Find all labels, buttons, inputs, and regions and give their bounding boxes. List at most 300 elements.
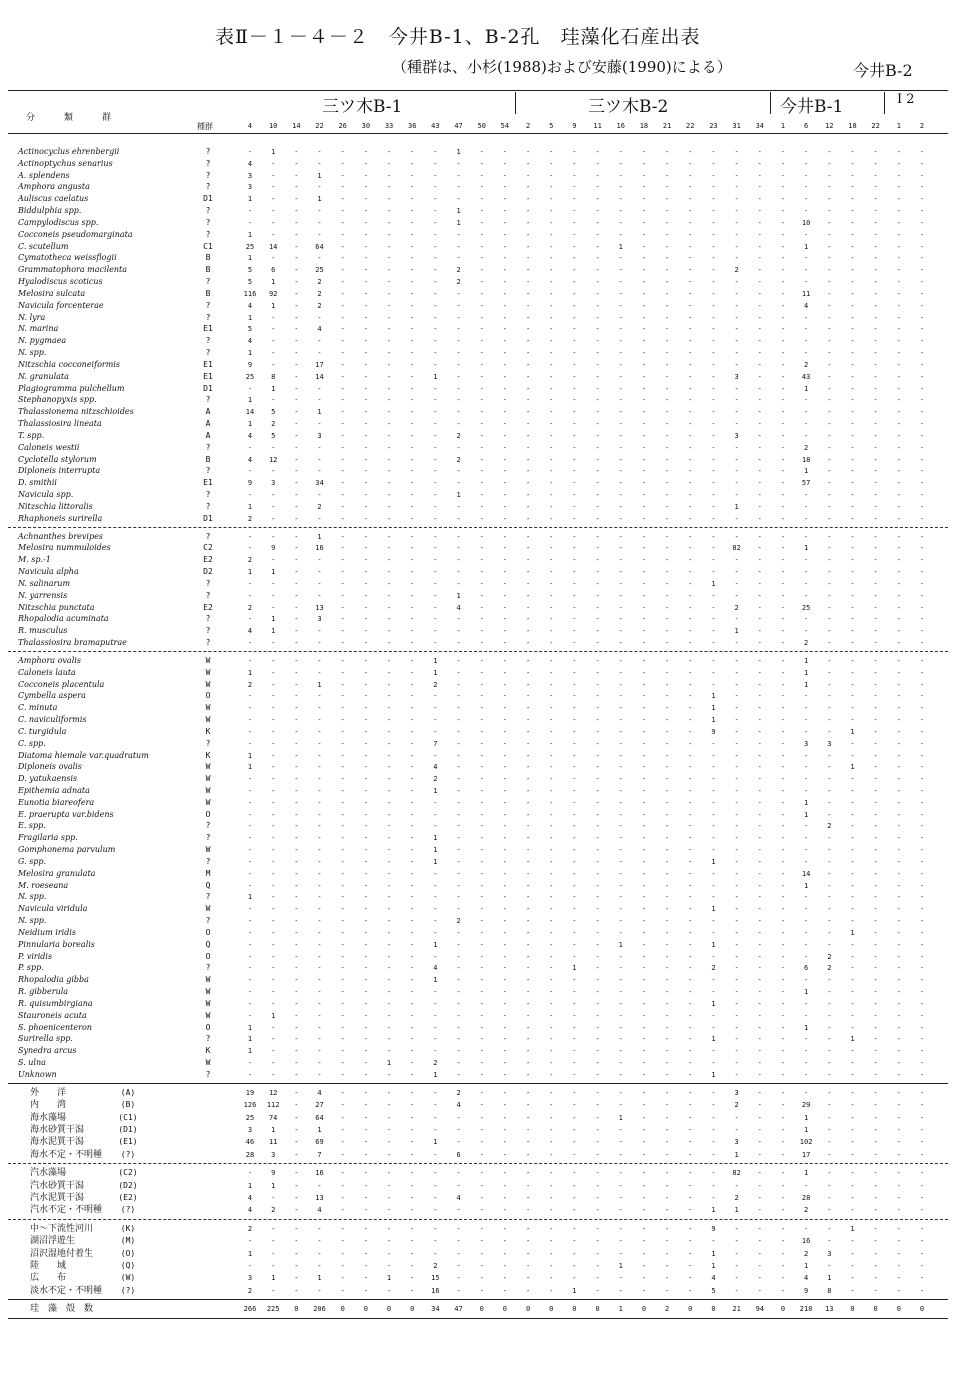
count-cell: - (664, 148, 670, 156)
count-cell: - (572, 514, 577, 523)
count-cell: - (595, 431, 600, 440)
count-cell: - (386, 964, 392, 973)
count-cell: - (572, 603, 577, 612)
count-cell: - (340, 639, 345, 648)
count-cell: - (294, 230, 299, 239)
count-cell: - (734, 1286, 739, 1295)
count-cell: - (572, 786, 577, 795)
count-cell: - (827, 988, 832, 997)
count-cell: - (572, 905, 577, 914)
species-group-code: E1 (203, 478, 213, 488)
count-cell: - (294, 325, 299, 334)
count-cell: - (734, 751, 739, 760)
count-cell: - (688, 763, 693, 772)
count-cell: - (850, 1023, 855, 1032)
count-cell: - (919, 360, 925, 369)
page-title: 表Ⅱ－１－４－２ 今井B-1、B-2孔 珪藻化石産出表 (215, 26, 701, 48)
count-cell: - (850, 1169, 855, 1178)
count-cell: - (410, 313, 415, 322)
count-cell: - (363, 1059, 368, 1068)
count-cell: - (433, 1125, 438, 1134)
count-cell: - (827, 999, 832, 1008)
count-cell: - (595, 532, 600, 541)
count-cell: - (433, 692, 438, 701)
count-cell: - (410, 680, 415, 689)
count-cell: - (363, 692, 368, 701)
count-cell: 1 (433, 372, 438, 381)
count-cell: - (850, 207, 855, 216)
count-cell: - (688, 857, 693, 866)
count-cell: - (317, 976, 322, 985)
count-cell: - (247, 1169, 253, 1178)
count-cell: - (525, 1101, 531, 1110)
count-cell: 2 (804, 1249, 809, 1258)
count-cell: - (688, 491, 693, 500)
count-cell: - (688, 1113, 693, 1122)
count-cell: - (595, 1261, 600, 1270)
count-cell: - (410, 1150, 415, 1159)
count-cell: - (525, 668, 531, 677)
count-cell: - (340, 443, 345, 452)
count-cell: - (479, 313, 484, 322)
count-cell: - (317, 940, 322, 949)
species-group-code: B (205, 454, 211, 464)
count-cell: - (641, 964, 647, 973)
count-cell: - (549, 278, 554, 287)
count-cell: - (340, 207, 345, 216)
count-cell: - (711, 1113, 716, 1122)
count-cell: 92 (268, 289, 278, 298)
count-cell: - (572, 313, 577, 322)
count-cell: - (247, 491, 253, 500)
count-cell: - (433, 1023, 438, 1032)
count-cell: - (780, 183, 786, 192)
count-cell: - (711, 615, 716, 624)
count-cell: - (456, 1011, 461, 1020)
count-cell: - (873, 325, 878, 334)
count-cell: 1 (247, 568, 253, 577)
count-cell: - (525, 579, 531, 588)
count-cell: - (363, 704, 368, 713)
count-cell: - (549, 443, 554, 452)
count-cell: - (688, 1261, 693, 1270)
count-cell: - (525, 869, 531, 878)
count-cell: - (456, 1169, 461, 1178)
count-cell: - (664, 1193, 670, 1202)
count-cell: - (827, 195, 832, 204)
count-cell: - (641, 1261, 647, 1270)
count-cell: - (340, 360, 345, 369)
count-cell: 1 (247, 254, 253, 263)
count-cell: - (618, 1023, 623, 1032)
count-cell: - (711, 976, 716, 985)
count-cell: - (827, 857, 832, 866)
count-cell: - (525, 1138, 531, 1147)
count-cell: - (363, 763, 368, 772)
count-cell: - (525, 396, 531, 405)
count-cell: - (641, 704, 647, 713)
count-cell: - (479, 1274, 484, 1283)
count-cell: - (502, 763, 507, 772)
group-divider (884, 92, 885, 114)
count-cell: - (549, 171, 554, 180)
count-cell: - (271, 1224, 276, 1233)
count-cell: 3 (247, 1274, 253, 1283)
count-cell: - (433, 148, 438, 156)
count-cell: - (410, 857, 415, 866)
count-cell: 0 (294, 1305, 299, 1314)
count-cell: - (456, 798, 461, 807)
count-cell: - (479, 159, 484, 168)
count-cell: - (618, 195, 623, 204)
count-cell: - (340, 1023, 345, 1032)
count-cell: - (294, 716, 299, 724)
count-cell: - (919, 834, 925, 843)
count-cell: - (595, 514, 600, 523)
column-header: 34 (755, 122, 764, 130)
count-cell: - (711, 656, 716, 665)
count-cell: - (919, 266, 925, 275)
count-cell: - (595, 278, 600, 287)
count-cell: - (873, 502, 878, 511)
count-cell: - (317, 786, 322, 795)
count-cell: - (734, 775, 739, 784)
count-cell: - (479, 491, 484, 500)
count-cell: - (271, 846, 276, 855)
count-cell: - (664, 603, 670, 612)
count-cell: - (618, 372, 623, 381)
count-cell: - (850, 1088, 855, 1097)
count-cell: - (873, 479, 878, 488)
count-cell: - (595, 739, 600, 748)
count-cell: - (873, 1286, 878, 1295)
count-cell: - (340, 1125, 345, 1134)
count-cell: 12 (268, 455, 278, 464)
count-cell: - (271, 639, 276, 648)
count-cell: - (456, 680, 461, 689)
count-cell: - (688, 467, 693, 476)
column-header: 10 (268, 122, 278, 130)
count-cell: - (433, 313, 438, 322)
count-cell: - (549, 148, 554, 156)
count-cell: - (734, 349, 739, 358)
count-cell: - (850, 1193, 855, 1202)
count-cell: - (572, 591, 577, 600)
count-cell: - (804, 692, 809, 701)
count-cell: - (896, 1101, 901, 1110)
count-cell: - (595, 751, 600, 760)
count-cell: - (919, 544, 925, 553)
count-cell: - (827, 639, 832, 648)
count-cell: - (780, 408, 786, 417)
count-cell: - (572, 1249, 577, 1258)
summary-row-label: 汽水泥質干潟 (30, 1192, 85, 1203)
count-cell: - (317, 556, 322, 565)
count-cell: - (502, 467, 507, 476)
count-cell: - (873, 1237, 878, 1246)
count-cell: - (804, 976, 809, 985)
species-group-code: (W) (120, 1273, 136, 1283)
count-cell: - (641, 1181, 647, 1190)
count-cell: 3 (317, 615, 322, 624)
count-cell: - (850, 372, 855, 381)
count-cell: - (433, 1088, 438, 1097)
count-cell: - (780, 822, 786, 831)
count-cell: 4 (433, 763, 438, 772)
count-cell: - (595, 869, 600, 878)
count-cell: - (780, 266, 786, 275)
count-cell: - (780, 1237, 786, 1246)
count-cell: - (433, 479, 438, 488)
count-cell: - (688, 455, 693, 464)
count-cell: - (525, 479, 531, 488)
species-group-code: (E2) (118, 1192, 138, 1202)
count-cell: - (479, 627, 484, 636)
count-cell: - (525, 1206, 531, 1215)
count-cell: - (827, 775, 832, 784)
count-cell: 25 (245, 372, 255, 381)
count-cell: - (780, 254, 786, 263)
count-cell: - (850, 881, 855, 890)
count-cell: 0 (340, 1305, 345, 1314)
count-cell: - (410, 443, 415, 452)
count-cell: - (386, 1206, 392, 1215)
count-cell: - (757, 159, 762, 168)
count-cell: 1 (317, 680, 322, 689)
count-cell: - (386, 254, 392, 263)
count-cell: - (757, 1113, 762, 1122)
count-cell: 1 (804, 668, 809, 677)
count-cell: - (294, 603, 299, 612)
count-cell: - (549, 514, 554, 523)
count-cell: - (294, 544, 299, 553)
count-cell: - (317, 349, 322, 358)
count-cell: - (294, 822, 299, 831)
species-group-code: (Q) (120, 1260, 136, 1270)
count-cell: - (386, 266, 392, 275)
count-cell: - (757, 905, 762, 914)
count-cell: - (827, 579, 832, 588)
count-cell: - (664, 479, 670, 488)
count-cell: - (804, 999, 809, 1008)
count-cell: - (502, 579, 507, 588)
count-cell: - (247, 786, 253, 795)
count-cell: - (896, 289, 901, 298)
count-cell: - (340, 917, 345, 926)
count-cell: - (363, 668, 368, 677)
count-cell: - (433, 502, 438, 511)
count-cell: - (641, 1150, 647, 1159)
count-cell: - (711, 881, 716, 890)
count-cell: - (549, 988, 554, 997)
count-cell: - (549, 1181, 554, 1190)
count-cell: 4 (804, 301, 809, 310)
count-cell: - (664, 716, 670, 724)
count-cell: - (317, 1237, 322, 1246)
count-cell: - (711, 775, 716, 784)
count-cell: - (502, 325, 507, 334)
count-cell: - (896, 727, 901, 736)
count-cell: - (757, 384, 762, 393)
count-cell: - (641, 349, 647, 358)
count-cell: - (688, 881, 693, 890)
count-cell: - (896, 615, 901, 624)
count-cell: - (873, 881, 878, 890)
count-cell: - (433, 591, 438, 600)
count-cell: 1 (271, 1011, 276, 1020)
count-cell: - (433, 360, 438, 369)
count-cell: - (317, 396, 322, 405)
count-cell: - (896, 739, 901, 748)
count-cell: - (688, 822, 693, 831)
count-cell: - (664, 763, 670, 772)
count-cell: - (919, 171, 925, 180)
count-cell: - (618, 1059, 623, 1068)
column-header: 18 (848, 122, 857, 130)
count-cell: - (386, 568, 392, 577)
count-cell: - (896, 254, 901, 263)
count-cell: - (688, 905, 693, 914)
count-cell: - (317, 514, 322, 523)
count-cell: - (711, 443, 716, 452)
count-cell: - (873, 1181, 878, 1190)
count-cell: - (410, 1088, 415, 1097)
count-cell: - (433, 1193, 438, 1202)
count-cell: - (757, 668, 762, 677)
count-cell: - (525, 1023, 531, 1032)
taxon-name: M. sp.-1 (18, 555, 51, 565)
count-cell: - (827, 467, 832, 476)
count-cell: - (850, 615, 855, 624)
count-cell: - (271, 881, 276, 890)
column-header: 47 (454, 122, 463, 130)
species-group-code: ? (205, 501, 211, 511)
count-cell: - (340, 183, 345, 192)
count-cell: - (688, 1237, 693, 1246)
count-cell: - (386, 1023, 392, 1032)
count-cell: - (363, 195, 368, 204)
count-cell: - (780, 798, 786, 807)
count-cell: - (317, 627, 322, 636)
species-group-code: A (205, 407, 211, 417)
count-cell: - (433, 952, 438, 961)
count-cell: - (804, 230, 809, 239)
count-cell: - (873, 999, 878, 1008)
count-cell: - (595, 408, 600, 417)
count-cell: - (641, 810, 647, 819)
count-cell: - (919, 1047, 925, 1056)
count-cell: - (572, 159, 577, 168)
count-cell: - (873, 396, 878, 405)
count-cell: - (410, 289, 415, 298)
taxon-column-header: 分 類 群 (26, 113, 122, 123)
count-cell: 1 (271, 384, 276, 393)
count-cell: - (386, 242, 392, 251)
count-cell: - (873, 716, 878, 724)
count-cell: - (479, 568, 484, 577)
count-cell: - (664, 893, 670, 902)
count-cell: - (410, 928, 415, 937)
count-cell: - (734, 639, 739, 648)
count-cell: - (896, 656, 901, 665)
taxon-name: Nitzschia punctata (18, 602, 95, 612)
count-cell: - (641, 408, 647, 417)
species-group-code: ? (205, 1069, 211, 1079)
count-cell: - (780, 716, 786, 724)
count-cell: - (827, 928, 832, 937)
species-group-code: W (205, 762, 211, 772)
count-cell: - (919, 431, 925, 440)
count-cell: - (873, 680, 878, 689)
count-cell: 1 (433, 1138, 438, 1147)
count-cell: - (804, 1224, 809, 1233)
species-group-code: (M) (120, 1236, 136, 1246)
count-cell: - (780, 491, 786, 500)
count-cell: - (595, 999, 600, 1008)
count-cell: - (456, 289, 461, 298)
count-cell: - (919, 857, 925, 866)
count-cell: 2 (433, 1059, 438, 1068)
count-cell: 8 (827, 1286, 832, 1295)
count-cell: - (595, 952, 600, 961)
count-cell: - (340, 1150, 345, 1159)
count-cell: - (919, 656, 925, 665)
count-cell: - (340, 266, 345, 275)
count-cell: - (896, 1070, 901, 1079)
count-cell: - (294, 443, 299, 452)
count-cell: - (595, 1274, 600, 1283)
count-cell: - (641, 680, 647, 689)
count-cell: - (525, 615, 531, 624)
count-cell: - (664, 692, 670, 701)
count-cell: - (502, 207, 507, 216)
count-cell: - (386, 952, 392, 961)
count-cell: 1 (804, 384, 809, 393)
count-cell: - (294, 289, 299, 298)
count-cell: - (780, 544, 786, 553)
species-group-code: E2 (203, 555, 213, 565)
count-cell: - (363, 218, 368, 227)
count-cell: - (664, 1206, 670, 1215)
count-cell: - (433, 1237, 438, 1246)
count-cell: - (711, 479, 716, 488)
count-cell: 1 (386, 1274, 392, 1283)
count-cell: 1 (804, 1169, 809, 1178)
column-header: 21 (662, 122, 672, 130)
count-cell: - (572, 278, 577, 287)
count-cell: - (549, 1261, 554, 1270)
count-cell: - (618, 254, 623, 263)
count-cell: - (757, 360, 762, 369)
count-cell: 14 (268, 242, 278, 251)
count-cell: - (386, 218, 392, 227)
count-cell: - (827, 544, 832, 553)
species-group-code: K (205, 726, 211, 736)
count-cell: 1 (804, 467, 809, 476)
count-cell: - (479, 1070, 484, 1079)
count-cell: - (317, 579, 322, 588)
count-cell: - (873, 905, 878, 914)
count-cell: - (827, 360, 832, 369)
count-cell: - (479, 408, 484, 417)
count-cell: - (641, 1125, 647, 1134)
count-cell: - (247, 443, 253, 452)
count-cell: - (711, 396, 716, 405)
count-cell: - (502, 148, 507, 156)
summary-row-label: 内 湾 (30, 1100, 67, 1111)
count-cell: - (294, 183, 299, 192)
count-cell: - (572, 1261, 577, 1270)
